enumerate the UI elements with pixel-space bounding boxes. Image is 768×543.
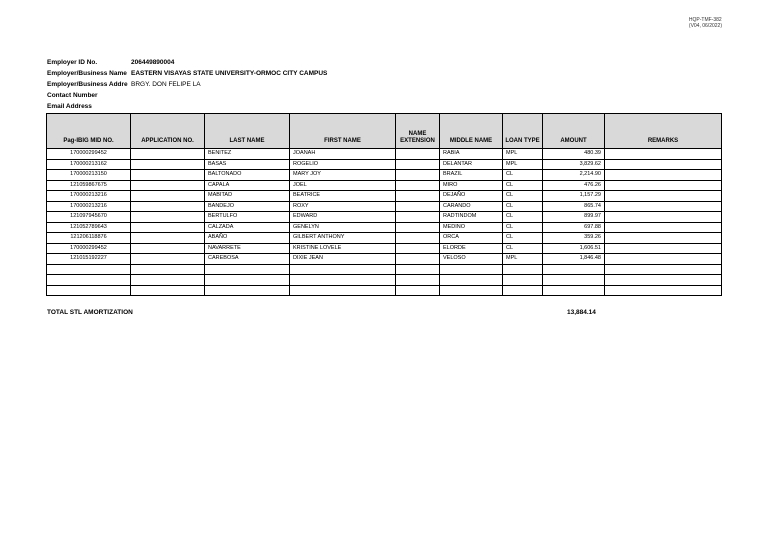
table-row: [47, 243, 722, 254]
table-row: [47, 191, 722, 202]
table-row: [47, 254, 722, 265]
cell-name-extension: [396, 254, 440, 265]
cell-loan-type: [503, 275, 543, 286]
employer-id-label: Employer ID No.: [47, 59, 98, 66]
cell-loan-type: MPL: [503, 149, 543, 160]
cell-name-extension: [396, 285, 440, 296]
cell-name-extension: [396, 233, 440, 244]
cell-middle-name: [440, 285, 503, 296]
table-row: [47, 149, 722, 160]
table-row: [47, 222, 722, 233]
cell-amount: 1,846.48: [543, 254, 605, 265]
cell-remarks: [605, 170, 722, 181]
cell-middle-name: CARANDO: [440, 201, 503, 212]
cell-remarks: [605, 233, 722, 244]
cell-mid-no: [47, 264, 131, 275]
cell-mid-no: 170000213216: [47, 201, 131, 212]
cell-amount: 359.26: [543, 233, 605, 244]
cell-mid-no: 121097945670: [47, 212, 131, 223]
col-header-middle-name: MIDDLE NAME: [440, 114, 503, 149]
col-header-name-extension: NAME EXTENSION: [396, 114, 440, 149]
cell-last-name: BASAS: [205, 159, 290, 170]
cell-loan-type: [503, 264, 543, 275]
cell-first-name: BEATRICE: [290, 191, 396, 202]
cell-amount: 1,606.51: [543, 243, 605, 254]
cell-mid-no: [47, 285, 131, 296]
cell-remarks: [605, 201, 722, 212]
cell-amount: [543, 275, 605, 286]
cell-name-extension: [396, 191, 440, 202]
cell-middle-name: ELORDE: [440, 243, 503, 254]
email-address-label: Email Address: [47, 103, 92, 110]
employer-name-value: EASTERN VISAYAS STATE UNIVERSITY-ORMOC CITY CAMPUS: [131, 70, 328, 77]
table-row: [47, 285, 722, 296]
cell-name-extension: [396, 149, 440, 160]
cell-mid-no: [47, 275, 131, 286]
cell-middle-name: BRAZIL: [440, 170, 503, 181]
cell-last-name: NAVARRETE: [205, 243, 290, 254]
cell-remarks: [605, 180, 722, 191]
cell-application-no: [131, 275, 205, 286]
cell-remarks: [605, 191, 722, 202]
table-row: [47, 159, 722, 170]
cell-last-name: ABAÑO: [205, 233, 290, 244]
cell-name-extension: [396, 275, 440, 286]
cell-application-no: [131, 149, 205, 160]
cell-amount: 899.97: [543, 212, 605, 223]
cell-middle-name: RADTINDOM: [440, 212, 503, 223]
cell-application-no: [131, 222, 205, 233]
cell-first-name: JOANAH: [290, 149, 396, 160]
cell-application-no: [131, 159, 205, 170]
cell-first-name: KRISTINE LOVELE: [290, 243, 396, 254]
cell-loan-type: CL: [503, 180, 543, 191]
cell-middle-name: DEJAÑO: [440, 191, 503, 202]
cell-name-extension: [396, 264, 440, 275]
cell-amount: 697.88: [543, 222, 605, 233]
cell-first-name: GILBERT ANTHONY: [290, 233, 396, 244]
cell-first-name: JOEL: [290, 180, 396, 191]
cell-loan-type: CL: [503, 233, 543, 244]
cell-amount: [543, 264, 605, 275]
cell-amount: 476.26: [543, 180, 605, 191]
cell-last-name: CAREBOSA: [205, 254, 290, 265]
cell-remarks: [605, 222, 722, 233]
cell-name-extension: [396, 180, 440, 191]
cell-loan-type: CL: [503, 170, 543, 181]
cell-amount: 2,214.90: [543, 170, 605, 181]
cell-middle-name: MIRO: [440, 180, 503, 191]
col-header-loan-type: LOAN TYPE: [503, 114, 543, 149]
cell-first-name: [290, 264, 396, 275]
cell-loan-type: CL: [503, 212, 543, 223]
cell-remarks: [605, 212, 722, 223]
remittance-table: [46, 113, 722, 296]
cell-middle-name: [440, 264, 503, 275]
cell-remarks: [605, 243, 722, 254]
cell-loan-type: CL: [503, 191, 543, 202]
cell-last-name: CAPALA: [205, 180, 290, 191]
cell-application-no: [131, 212, 205, 223]
cell-amount: 865.74: [543, 201, 605, 212]
total-label: TOTAL STL AMORTIZATION: [47, 309, 133, 316]
cell-amount: [543, 285, 605, 296]
table-row: [47, 170, 722, 181]
cell-remarks: [605, 285, 722, 296]
cell-application-no: [131, 285, 205, 296]
cell-remarks: [605, 149, 722, 160]
cell-name-extension: [396, 243, 440, 254]
cell-loan-type: MPL: [503, 159, 543, 170]
cell-mid-no: 170000213216: [47, 191, 131, 202]
cell-mid-no: 121015192227: [47, 254, 131, 265]
table-row: [47, 180, 722, 191]
cell-remarks: [605, 264, 722, 275]
cell-last-name: MABITAD: [205, 191, 290, 202]
cell-first-name: MARY JOY: [290, 170, 396, 181]
cell-last-name: [205, 275, 290, 286]
col-header-application-no: APPLICATION NO.: [131, 114, 205, 149]
cell-amount: 1,157.29: [543, 191, 605, 202]
cell-remarks: [605, 159, 722, 170]
table-row: [47, 201, 722, 212]
cell-first-name: DIXIE JEAN: [290, 254, 396, 265]
table-row: [47, 264, 722, 275]
employer-address-row: [47, 80, 201, 89]
table-row: [47, 275, 722, 286]
cell-application-no: [131, 264, 205, 275]
cell-mid-no: 170000299452: [47, 149, 131, 160]
cell-amount: 480.39: [543, 149, 605, 160]
cell-middle-name: RABIA: [440, 149, 503, 160]
contact-number-label: Contact Number: [47, 92, 98, 99]
cell-name-extension: [396, 159, 440, 170]
cell-application-no: [131, 243, 205, 254]
cell-application-no: [131, 170, 205, 181]
table-row: [47, 233, 722, 244]
cell-mid-no: 121206118876: [47, 233, 131, 244]
cell-middle-name: ORCA: [440, 233, 503, 244]
cell-remarks: [605, 275, 722, 286]
cell-name-extension: [396, 212, 440, 223]
cell-name-extension: [396, 170, 440, 181]
cell-application-no: [131, 201, 205, 212]
cell-amount: 3,829.62: [543, 159, 605, 170]
cell-application-no: [131, 180, 205, 191]
employer-name-label: Employer/Business Name: [47, 70, 127, 77]
cell-first-name: ROGELIO: [290, 159, 396, 170]
cell-last-name: BERTULFO: [205, 212, 290, 223]
cell-loan-type: MPL: [503, 254, 543, 265]
col-header-mid-no: Pag-IBIG MID NO.: [47, 114, 131, 149]
col-header-amount: AMOUNT: [543, 114, 605, 149]
cell-mid-no: 121052789643: [47, 222, 131, 233]
employer-name-row: [47, 69, 328, 78]
cell-mid-no: 170000213150: [47, 170, 131, 181]
cell-middle-name: MEDINO: [440, 222, 503, 233]
cell-first-name: [290, 275, 396, 286]
cell-name-extension: [396, 222, 440, 233]
employer-address-label: Employer/Business Addre: [47, 81, 128, 88]
cell-loan-type: [503, 285, 543, 296]
total-value: 13,884.14: [567, 309, 596, 316]
cell-loan-type: CL: [503, 222, 543, 233]
cell-last-name: BANDEJO: [205, 201, 290, 212]
col-header-first-name: FIRST NAME: [290, 114, 396, 149]
col-header-remarks: REMARKS: [605, 114, 722, 149]
cell-mid-no: 121059867675: [47, 180, 131, 191]
employer-id-value: 206449890004: [131, 59, 175, 66]
cell-last-name: BALTONADO: [205, 170, 290, 181]
form-code: [689, 17, 722, 29]
cell-name-extension: [396, 201, 440, 212]
cell-middle-name: DELANTAR: [440, 159, 503, 170]
employer-id-row: [47, 58, 175, 67]
cell-last-name: [205, 264, 290, 275]
cell-last-name: CALZADA: [205, 222, 290, 233]
cell-middle-name: [440, 275, 503, 286]
cell-first-name: [290, 285, 396, 296]
cell-first-name: EDWARD: [290, 212, 396, 223]
cell-middle-name: VELOSO: [440, 254, 503, 265]
cell-first-name: ROXY: [290, 201, 396, 212]
cell-last-name: [205, 285, 290, 296]
cell-loan-type: CL: [503, 243, 543, 254]
table-row: [47, 212, 722, 223]
cell-application-no: [131, 233, 205, 244]
cell-loan-type: CL: [503, 201, 543, 212]
cell-last-name: BENITEZ: [205, 149, 290, 160]
col-header-last-name: LAST NAME: [205, 114, 290, 149]
table-header-row: [47, 114, 722, 149]
form-code-number: HQP-TMF-382: [688, 17, 722, 23]
cell-mid-no: 170000213162: [47, 159, 131, 170]
cell-application-no: [131, 191, 205, 202]
form-code-version: (V04, 06/2022): [688, 23, 722, 29]
cell-application-no: [131, 254, 205, 265]
cell-mid-no: 170000299452: [47, 243, 131, 254]
employer-address-value: BRGY. DON FELIPE LA: [131, 81, 201, 88]
cell-first-name: GENELYN: [290, 222, 396, 233]
cell-remarks: [605, 254, 722, 265]
